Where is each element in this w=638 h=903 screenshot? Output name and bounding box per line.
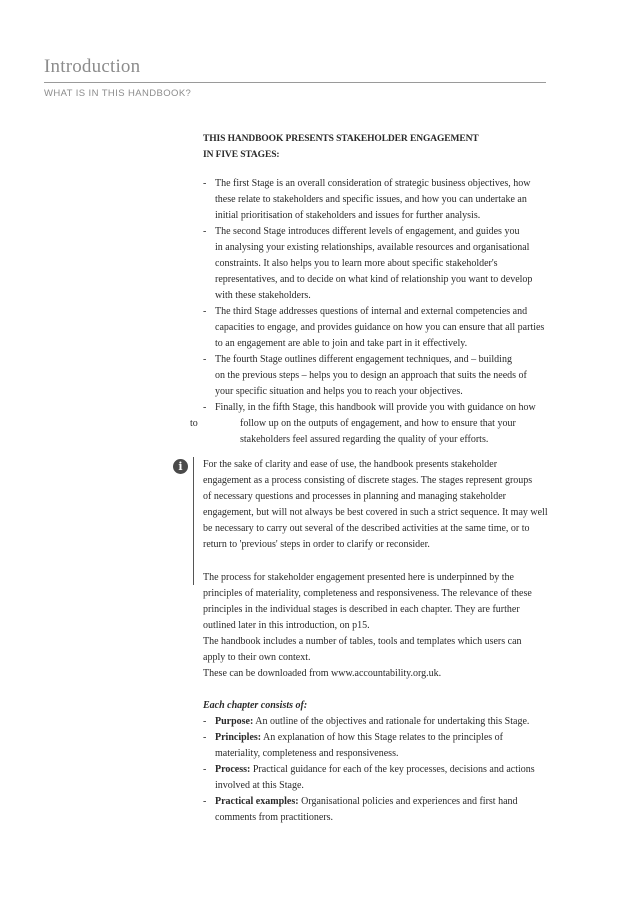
stages-heading — [203, 131, 548, 163]
bullet-dash: - — [203, 354, 207, 365]
chapter-item-principles — [203, 730, 548, 746]
stage-text: The second Stage introduces different levels of engagement, and guides you — [215, 226, 520, 237]
stages-heading-line: THIS HANDBOOK PRESENTS STAKEHOLDER ENGAGEMENT — [203, 134, 479, 144]
header-divider — [44, 82, 546, 83]
bullet-dash: - — [203, 178, 207, 189]
stage-text: these relate to stakeholders and specific issues, and how you can undertake an — [215, 194, 527, 205]
stage-item-4 — [203, 352, 548, 400]
item-label: Process: — [215, 764, 251, 775]
chapter-contents-title: Each chapter consists of: — [203, 700, 308, 711]
item-text: involved at this Stage. — [215, 780, 304, 791]
paragraph-text: principles of materiality, completeness and responsiveness. The relevance of these — [203, 588, 532, 599]
item-text: An outline of the objectives and rationale for undertaking this Stage. — [253, 716, 530, 727]
paragraph-text: These can be downloaded from www.accountability.org.uk. — [203, 668, 442, 679]
bullet-dash: - — [203, 716, 207, 727]
item-text: materiality, completeness and responsiveness. — [215, 748, 399, 759]
stage-text: The fourth Stage outlines different engagement techniques, and – building — [215, 354, 512, 365]
paragraph-text: The process for stakeholder engagement presented here is underpinned by the — [203, 572, 514, 583]
stages-heading-line: IN FIVE STAGES: — [203, 150, 280, 160]
stage-text: The first Stage is an overall consideration of strategic business objectives, how — [215, 178, 531, 189]
bullet-dash: - — [203, 732, 207, 743]
info-note-bar — [193, 457, 194, 585]
stage-text: with these stakeholders. — [215, 290, 311, 301]
stages-list — [190, 176, 548, 448]
stage-text: initial prioritisation of stakeholders and issues for further analysis. — [215, 210, 481, 221]
note-text: of necessary questions and processes in planning and managing stakeholder — [203, 491, 506, 502]
stage-text: to — [190, 418, 198, 429]
bullet-dash: - — [203, 306, 207, 317]
item-label: Practical examples: — [215, 796, 299, 807]
stage-text: Finally, in the fifth Stage, this handbook will provide you with guidance on how — [215, 402, 536, 413]
principles-paragraph — [203, 570, 548, 682]
section-subtitle: WHAT IS IN THIS HANDBOOK? — [44, 88, 192, 99]
stage-item-1 — [203, 176, 548, 224]
stage-text: to an engagement are able to join and take part in it effectively. — [215, 338, 468, 349]
stage-item-2 — [203, 224, 548, 304]
stage-text: follow up on the outputs of engagement, and how to ensure that your — [240, 418, 516, 429]
main-content — [178, 131, 548, 826]
item-label: Principles: — [215, 732, 262, 743]
note-text: For the sake of clarity and ease of use, the handbook presents stakeholder — [203, 459, 498, 470]
stage-text: stakeholders feel assured regarding the quality of your efforts. — [240, 434, 489, 445]
stage-text: representatives, and to decide on what kind of relationship you want to develop — [215, 274, 533, 285]
stage-text: The third Stage addresses questions of internal and external competencies and — [215, 306, 528, 317]
chapter-contents — [203, 698, 548, 826]
item-text: Organisational policies and experiences and first hand — [298, 796, 518, 807]
item-text: An explanation of how this Stage relates to the principles of — [261, 732, 503, 743]
info-note — [178, 457, 548, 553]
stage-text: in analysing your existing relationships, available resources and organisational — [215, 242, 530, 253]
stage-text: constraints. It also helps you to learn more about specific stakeholder's — [215, 258, 498, 269]
stage-item-5 — [190, 400, 548, 448]
chapter-item-purpose — [203, 714, 548, 730]
bullet-dash: - — [203, 764, 207, 775]
section-title: Introduction — [44, 56, 141, 77]
paragraph-text: The handbook includes a number of tables, tools and templates which users can — [203, 636, 522, 647]
item-text: Practical guidance for each of the key processes, decisions and actions — [250, 764, 535, 775]
bullet-dash: - — [203, 402, 207, 413]
info-icon: i — [173, 459, 188, 474]
note-text: engagement as a process consisting of discrete stages. The stages represent groups — [203, 475, 533, 486]
stage-item-3 — [203, 304, 548, 352]
paragraph-text: outlined later in this introduction, on p15. — [203, 620, 370, 631]
stage-text: on the previous steps – helps you to design an approach that suits the needs of — [215, 370, 527, 381]
note-text: engagement, but will not always be best covered in such a strict sequence. It may well — [203, 507, 548, 518]
chapter-item-process — [203, 762, 548, 778]
paragraph-text: apply to their own context. — [203, 652, 311, 663]
bullet-dash: - — [203, 226, 207, 237]
paragraph-text: principles in the individual stages is described in each chapter. They are further — [203, 604, 520, 615]
note-text: return to 'previous' steps in order to clarify or reconsider. — [203, 539, 430, 550]
note-text: be necessary to carry out several of the described activities at the same time, or to — [203, 523, 530, 534]
item-label: Purpose: — [215, 716, 254, 727]
stage-text: capacities to engage, and provides guidance on how you can ensure that all parties — [215, 322, 545, 333]
bullet-dash: - — [203, 796, 207, 807]
stage-text: your specific situation and helps you to reach your objectives. — [215, 386, 463, 397]
item-text: comments from practitioners. — [215, 812, 334, 823]
chapter-item-practical — [203, 794, 548, 810]
